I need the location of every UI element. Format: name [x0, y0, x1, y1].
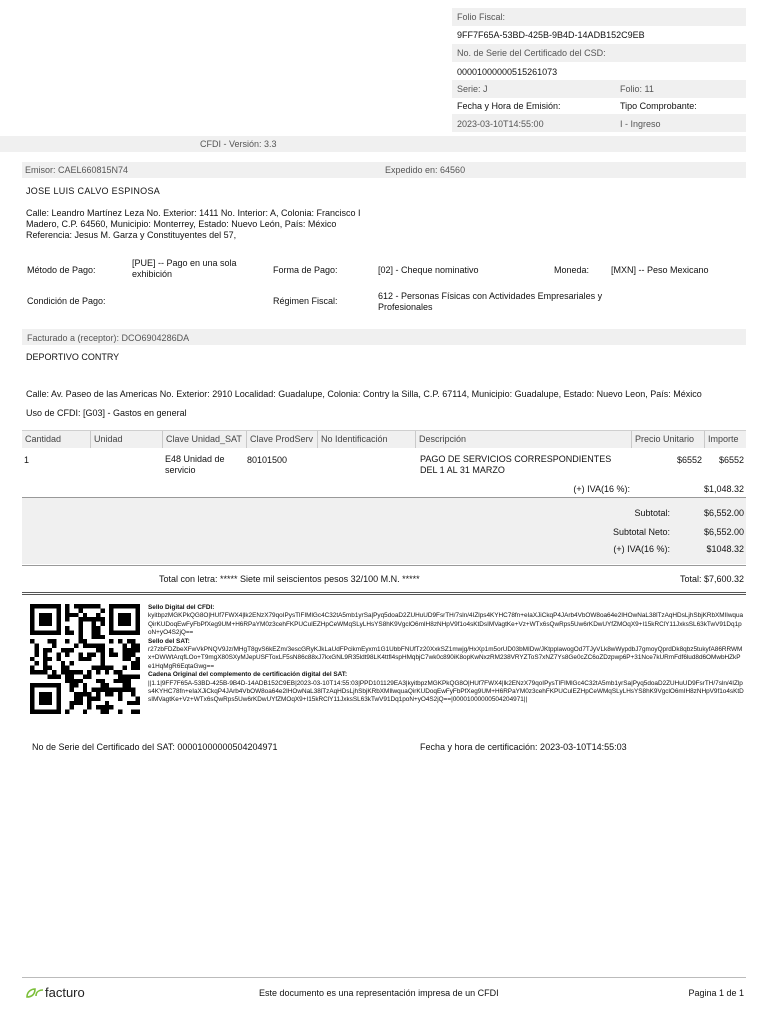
row-clave-unidad: E48 Unidad de servicio — [165, 454, 225, 475]
receptor-name: DEPORTIVO CONTRY — [26, 352, 120, 362]
uso-cfdi: Uso de CFDI: [G03] - Gastos en general — [26, 408, 187, 418]
row-descripcion: PAGO DE SERVICIOS CORRESPONDIENTES DEL 1 AL 31 MARZO — [420, 454, 612, 475]
sello-sat-value: r27zbFDZbeXFwVkPNQV9Jz/MHgT8gvS6kEZm/3escGRyKJkLaUdFPcikmEyxm1G1UbbFNUfTz20XxkSZ1mwjg/HxXp1m5orUD03bMIDw/JKtpplawogOd7TJyVLk8wWypdbJ7gmoyQprdDk8qbz5tukyfA86RRWMx+DWWtArqfLOo+T9mgX80SXyMJepUSFToxLF5sN86c88xJ7kxGNL9R35ldt98LK4ttfl4spHMqbjC7wk0c890iK8opKwNxzRM238VRYZToS7xNZ7Ys8Ge0cZC6oZDzpwp6P+31Nce7kURmFdf6lud8d6OMwbHZkPe1HqMgR6EqtaGwg== — [148, 646, 743, 670]
col-clave-unidad: Clave Unidad_SAT — [162, 431, 242, 448]
csd-serial-value: 00001000000515261073 — [457, 67, 558, 77]
leaf-icon — [25, 986, 45, 1000]
fiscal-header — [452, 8, 746, 132]
emisor-bar — [22, 162, 746, 178]
items-table-header — [22, 431, 746, 448]
page-number: Pagina 1 de 1 — [688, 988, 744, 998]
moneda-label: Moneda: — [554, 265, 590, 275]
serie-label: Serie: J — [457, 84, 488, 94]
cfdi-version-bar — [0, 136, 746, 152]
fecha-value: 2023-03-10T14:55:00 — [457, 119, 544, 129]
expedido-en: Expedido en: 64560 — [385, 165, 466, 175]
row-importe: $6552 — [718, 455, 744, 465]
metodo-value: [PUE] -- Pago en una sola exhibición — [132, 258, 237, 279]
folio-fiscal-value: 9FF7F65A-53BD-425B-9B4D-14ADB152C9EB — [457, 30, 645, 40]
forma-value: [02] - Cheque nominativo — [378, 265, 479, 275]
regimen-label: Régimen Fiscal: — [273, 296, 338, 306]
facturo-logo — [25, 985, 85, 1001]
folio-fiscal-label: Folio Fiscal: — [457, 12, 506, 22]
tipo-label: Tipo Comprobante: — [620, 101, 697, 111]
subtotal-label: Subtotal: — [634, 508, 670, 518]
regimen-value: 612 - Personas Físicas con Actividades Empresariales y Profesionales — [378, 291, 603, 312]
cfdi-version: CFDI - Versión: 3.3 — [200, 139, 277, 149]
col-clave-prodserv: Clave ProdServ — [246, 431, 313, 448]
totals-iva-value: $1048.32 — [706, 544, 744, 554]
col-cantidad: Cantidad — [25, 434, 62, 444]
logo-text: facturo — [45, 985, 85, 1000]
row-precio: $6552 — [676, 455, 702, 465]
col-precio: Precio Unitario — [631, 431, 694, 448]
emisor-rfc: Emisor: CAEL660815N74 — [25, 165, 129, 175]
fecha-label: Fecha y Hora de Emisión: — [457, 101, 561, 111]
neto-value: $6,552.00 — [703, 527, 744, 537]
cert-fecha: Fecha y hora de certificación: 2023-03-10T14:55:03 — [420, 742, 627, 752]
row-cantidad: 1 — [24, 455, 30, 465]
sello-digital-value: kyitbpzMGKPkQG8O|HUf7FWX4|lk2ENzX79qoIPysTlFIMlGc4C32tA5mb1yrSa|Pyq5doaD2ZUHuUD9FsrTH/7sln/4IZlps4KYHC78fn+eIaXJiCkqP4JArb4VbOW8oa64e2IHOwNaL38lTzAqHDsLjhSbjKRbXMIlwquaQirKUDoqEwFyFbPfXeg9UM+H6RPaYM0z3cehFKPUCulEZHpCeWMqSLyLHsYS8hK9VgclO6mIH8zNHpV9f1o4sKtDsIMVagtKe+Vz+WTx6sQwRps5Uw6rKDwUYfZMOqX9+I15kRClY11JxksSL63kTwV91Dq1poN+yO4S2jQ== — [148, 612, 744, 637]
col-unidad: Unidad — [90, 431, 123, 448]
total-con-letra: Total con letra: ***** Siete mil seiscientos pesos 32/100 M.N. ***** — [159, 574, 420, 584]
footer-notice: Este documento es una representación impresa de un CFDI — [259, 988, 499, 998]
qr-code — [30, 604, 140, 714]
receptor-address: Calle: Av. Paseo de las Americas No. Exterior: 2910 Localidad: Guadalupe, Colonia: Contry la Silla, C.P. 67114, Municipio: Guadalupe, Estado: Nuevo Leon, País: México — [26, 389, 702, 399]
seals-block — [148, 604, 744, 705]
row-iva-label: (+) IVA(16 %): — [573, 484, 630, 494]
sello-digital-label: Sello Digital del CFDI: — [148, 604, 215, 611]
totals-iva-label: (+) IVA(16 %): — [613, 544, 670, 554]
emisor-name: JOSE LUIS CALVO ESPINOSA — [26, 186, 161, 196]
tipo-value: I - Ingreso — [620, 119, 661, 129]
condicion-label: Condición de Pago: — [27, 296, 106, 306]
row-iva-value: $1,048.32 — [703, 484, 744, 494]
row-clave-prod: 80101500 — [247, 455, 288, 465]
sello-sat-label: Sello del SAT: — [148, 637, 190, 645]
subtotal-value: $6,552.00 — [703, 508, 744, 518]
emisor-address: Calle: Leandro Martínez Leza No. Exterior: 1411 No. Interior: A, Colonia: Francisco I Madero, C.P. 64560, Municipio: Monterrey, Estado: Nuevo León, País: México Referencia: Jesus M. Garza y Constituyentes del 57, — [26, 208, 361, 240]
metodo-label: Método de Pago: — [27, 265, 96, 275]
grand-total: Total: $7,600.32 — [679, 574, 744, 584]
col-descripcion: Descripción — [415, 431, 466, 448]
folio-label: Folio: 11 — [620, 84, 654, 94]
cert-serie-sat: No de Serie del Certificado del SAT: 00001000000504204971 — [32, 742, 278, 752]
cadena-value: ||1.1|9FF7F65A-53BD-425B-9B4D-14ADB152C9EB|2023-03-10T14:55:03|PPD101129EA3|kyitbpzMGKPkQG8O|HUf7FWX4|lk2ENzX79qoIPysTlFIMlGc4C32tA5mb1yrSa|Pyq5doaD2ZUHuUD9FsrTH/7sln/4IZlps4KYHC78fn+eIaXJiCkqP4JArb4VbOW8oa64e2IHOwNaL38lTzAqHDsLjhSbjKRbXMIlwquaQirKUDoqEwFyFbPfXeg9UM+H6RPaYM0z3cehFKPUCulEZHpCeWMqSLyLHsYS8hK9VgclO6mIH8zNHpV9f1o4sKtDsIMVagtKe+Vz+WTx6sQwRps5Uw6rKDwUYfZMOqX9+I15kRClY11JxksSL63kTwV91Dq1poN+yO4S2jQ==|00001000000504204971|| — [148, 679, 744, 704]
col-no-identificacion: No Identificación — [317, 431, 388, 448]
col-importe: Importe — [704, 431, 739, 448]
neto-label: Subtotal Neto: — [612, 527, 670, 537]
forma-label: Forma de Pago: — [273, 265, 338, 275]
moneda-value: [MXN] -- Peso Mexicano — [611, 265, 709, 275]
receptor-rfc: Facturado a (receptor): DCO6904286DA — [27, 333, 190, 343]
csd-serial-label: No. de Serie del Certificado del CSD: — [457, 48, 606, 58]
cadena-label: Cadena Original del complemento de certificación digital del SAT: — [148, 671, 348, 679]
